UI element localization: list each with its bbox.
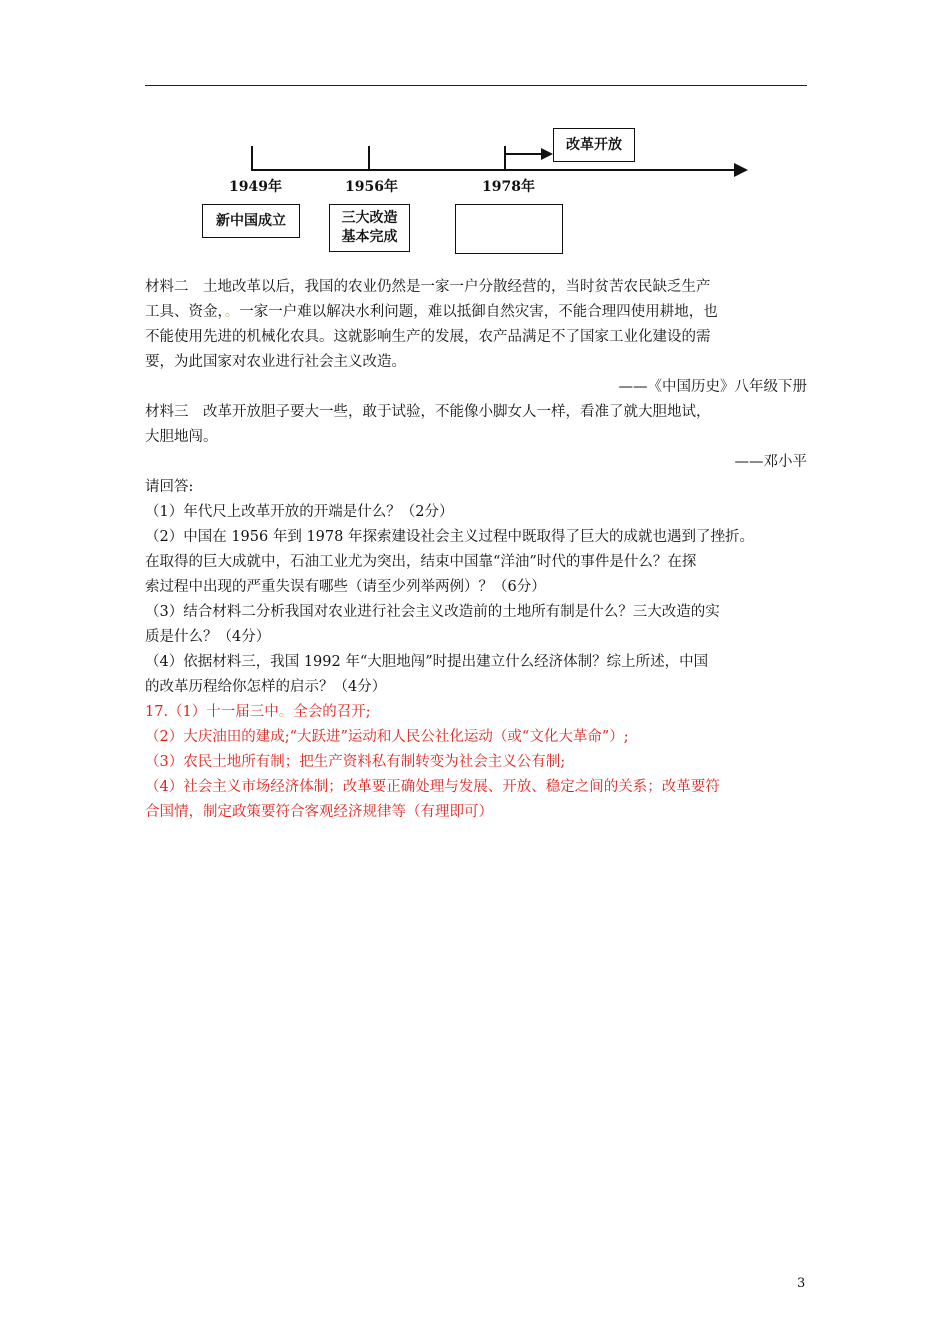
timeline-arrowhead: [734, 163, 748, 177]
tick-1949: [251, 146, 253, 170]
header-rule: [145, 85, 807, 86]
answer-1: [145, 700, 807, 725]
material2-line4: 要，为此国家对农业进行社会主义改造。: [145, 354, 406, 370]
body-text: [145, 275, 807, 825]
question-4-line1: （4）依据材料三，我国 1992 年“大胆地闯”时提出建立什么经济体制？综上所述，中国: [145, 654, 709, 670]
stray-mark: 。: [224, 304, 240, 320]
year-label-1978: 1978年: [482, 179, 535, 195]
material2-line1: 材料二 土地改革以后，我国的农业仍然是一家一户分散经营的，当时贫苦农民缺乏生产: [145, 279, 711, 295]
material3-line1: 材料三 改革开放胆子要大一些，敢于试验，不能像小脚女人一样，看准了就大胆地试，: [145, 404, 711, 420]
material3-line2: 大胆地闯。: [145, 429, 218, 445]
answer-1-prefix: 17.（1）十一届三中: [145, 704, 279, 720]
question-2-line3: 索过程中出现的严重失误有哪些（请至少列举两例）？（6分）: [145, 579, 546, 595]
material3-source: ——邓小平: [734, 454, 807, 470]
timeline-axis: [251, 169, 736, 171]
material2-line3: 不能使用先进的机械化农具。这就影响生产的发展，农产品满足不了国家工业化建设的需: [145, 329, 711, 345]
question-3-line1: （3）结合材料二分析我国对农业进行社会主义改造前的土地所有制是什么？三大改造的实: [145, 604, 720, 620]
box-1978-blank: [455, 204, 563, 254]
box-three-reforms-line2: 基本完成: [341, 229, 398, 245]
tick-1978: [504, 146, 506, 170]
tick-1956: [368, 146, 370, 170]
question-1: （1）年代尺上改革开放的开端是什么？（2分）: [145, 504, 454, 520]
answer-1-mark: 。: [278, 704, 294, 720]
material2-source: ——《中国历史》八年级下册: [618, 379, 807, 395]
box-three-reforms: [329, 204, 410, 252]
answer-4-line1: （4）社会主义市场经济体制；改革要正确处理与发展、开放、稳定之间的关系；改革要符: [145, 779, 720, 795]
material2-line2: [145, 300, 807, 325]
box-three-reforms-line1: 三大改造: [341, 210, 398, 226]
year-label-1949: 1949年: [229, 179, 282, 195]
reform-arrowhead: [541, 148, 553, 160]
material2-line2-prefix: 工具、资金，: [145, 304, 225, 320]
answer-4-line2: 合国情，制定政策要符合客观经济规律等（有理即可）: [145, 804, 493, 820]
question-4-line2: 的改革历程给你怎样的启示？（4分）: [145, 679, 387, 695]
box-reform-opening: 改革开放: [553, 128, 635, 162]
question-2-line2: 在取得的巨大成就中，石油工业尤为突出，结束中国靠“洋油”时代的事件是什么？在探: [145, 554, 697, 570]
answer-3: （3）农民土地所有制；把生产资料私有制转变为社会主义公有制;: [145, 754, 566, 770]
page-number: 3: [797, 1276, 806, 1291]
question-2-line1: （2）中国在 1956 年到 1978 年探索建设社会主义过程中既取得了巨大的成就也遇到了挫折。: [145, 529, 754, 545]
reform-connector: [504, 153, 542, 155]
year-label-1956: 1956年: [345, 179, 398, 195]
questions-prompt: 请回答:: [145, 479, 194, 495]
answer-2: （2）大庆油田的建成;“大跃进”运动和人民公社化运动（或“文化大革命”）;: [145, 729, 629, 745]
box-new-china: 新中国成立: [202, 204, 300, 238]
question-3-line2: 质是什么？（4分）: [145, 629, 271, 645]
material2-line2-rest: 一家一户难以解决水利问题，难以抵御自然灾害，不能合理四使用耕地，也: [239, 304, 718, 320]
answer-1-suffix: 全会的召开;: [293, 704, 371, 720]
